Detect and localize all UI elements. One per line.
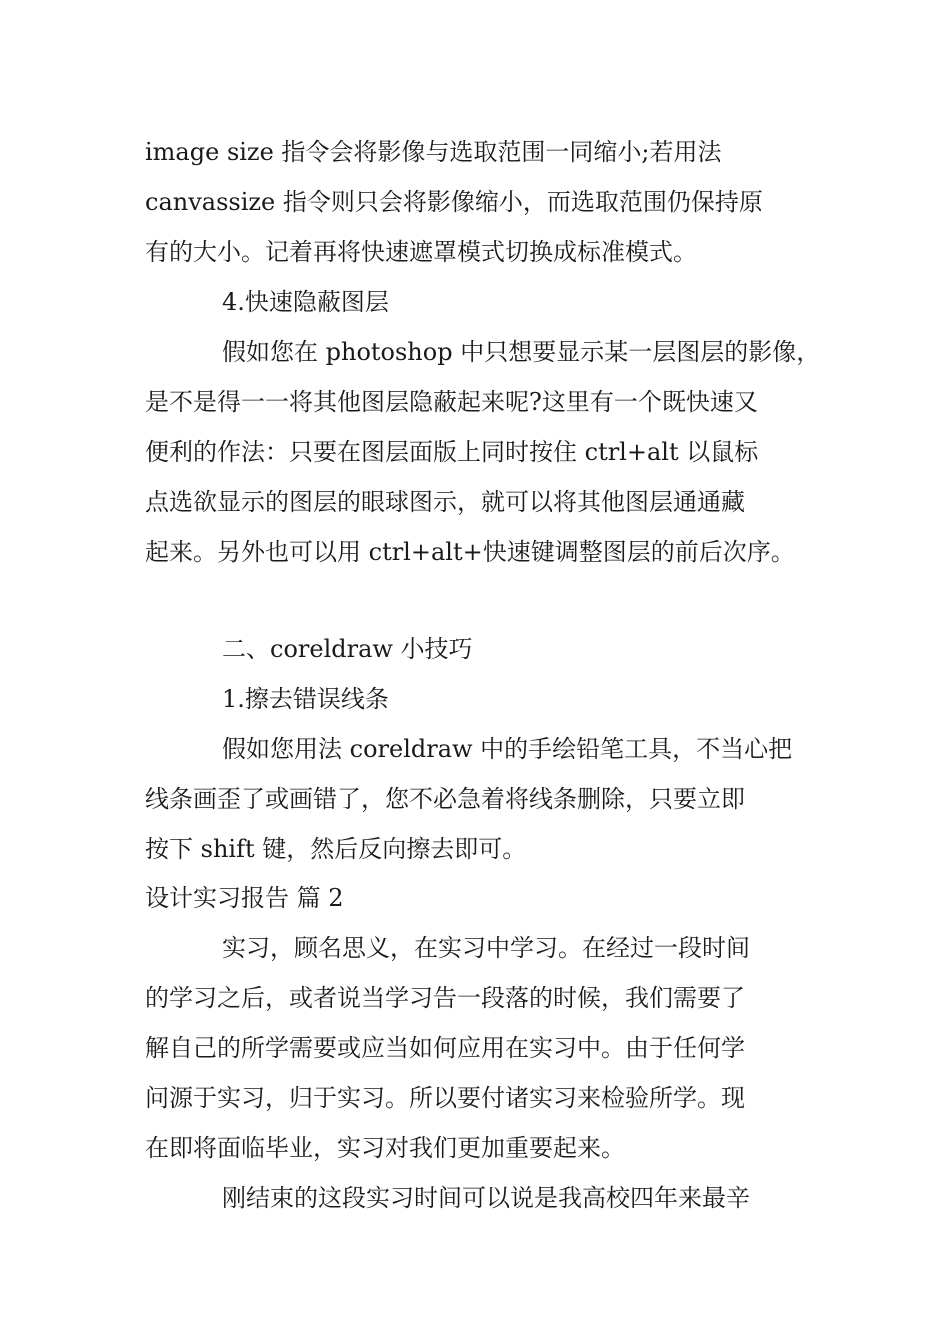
text-line: 按下 shift 键，然后反向擦去即可。	[145, 835, 527, 863]
text-line: 实习，顾名思义，在实习中学习。在经过一段时间	[222, 934, 750, 962]
text-line: 的学习之后，或者说当学习告一段落的时候，我们需要了	[145, 984, 745, 1012]
section-heading: 二、coreldraw 小技巧	[222, 635, 473, 663]
text-line: 在即将面临毕业，实习对我们更加重要起来。	[145, 1134, 625, 1162]
text-line: 刚结束的这段实习时间可以说是我高校四年来最辛	[222, 1184, 750, 1212]
text-line: 有的大小。记着再将快速遮罩模式切换成标准模式。	[145, 238, 697, 266]
text-line: 假如您用法 coreldraw 中的手绘铅笔工具，不当心把	[222, 735, 793, 763]
text-line: 是不是得一一将其他图层隐蔽起来呢?这里有一个既快速又	[145, 388, 758, 416]
chapter-title: 设计实习报告 篇 2	[145, 884, 344, 912]
text-line: 线条画歪了或画错了，您不必急着将线条删除，只要立即	[145, 785, 745, 813]
text-line: 点选欲显示的图层的眼球图示，就可以将其他图层通通藏	[145, 488, 745, 516]
text-line: 问源于实习，归于实习。所以要付诸实习来检验所学。现	[145, 1084, 745, 1112]
text-line: 起来。另外也可以用 ctrl+alt+快速键调整图层的前后次序。	[145, 538, 795, 566]
text-line: 便利的作法：只要在图层面版上同时按住 ctrl+alt 以鼠标	[145, 438, 759, 466]
section-heading: 1.擦去错误线条	[222, 685, 389, 713]
section-heading: 4.快速隐蔽图层	[222, 288, 389, 316]
text-line: 假如您在 photoshop 中只想要显示某一层图层的影像，	[222, 338, 821, 366]
text-line: image size 指令会将影像与选取范围一同缩小;若用法	[145, 138, 722, 166]
text-line: canvassize 指令则只会将影像缩小，而选取范围仍保持原	[145, 188, 763, 216]
text-line: 解自己的所学需要或应当如何应用在实习中。由于任何学	[145, 1034, 745, 1062]
